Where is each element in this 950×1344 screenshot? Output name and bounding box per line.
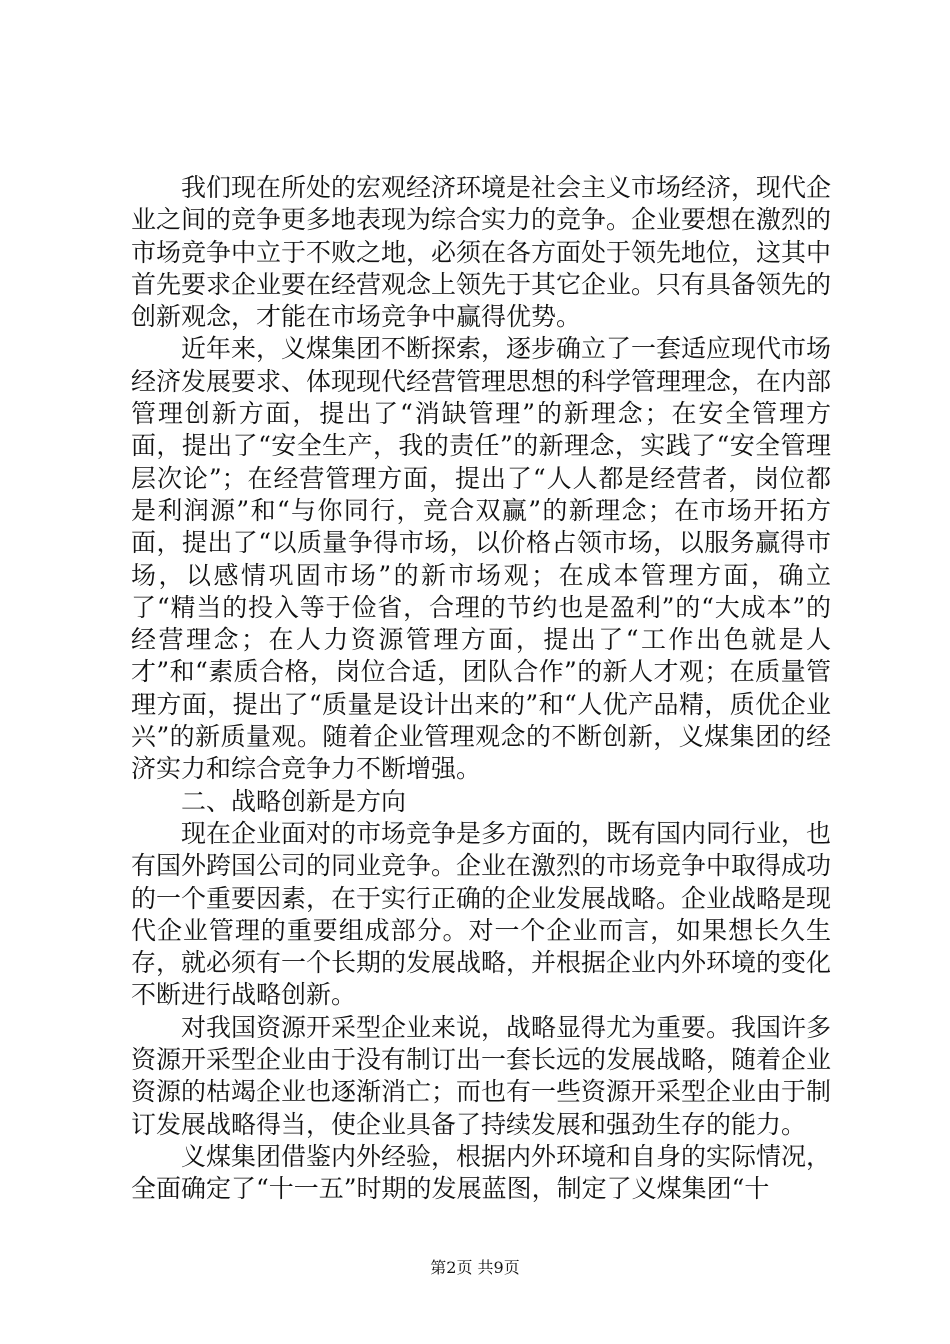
section-heading: 二、战略创新是方向 xyxy=(181,786,407,816)
paragraph-management-concepts: 近年来，义煤集团不断探索，逐步确立了一套适应现代市场经济发展要求、体现现代经营管理思想的科学管理理念，在内部管理创新方面，提出了“消缺管理”的新理念；在安全管理方面，提出了“安全生产，我的责任”的新理念，实践了“安全管理层次论”；在经营管理方面，提出了“人人都是经营者，岗位都是利润源”和“与你同行，竞合双赢”的新理念；在市场开拓方面，提出了“以质量争得市场，以价格占领市场，以服务赢得市场，以感情巩固市场”的新市场观；在成本管理方面，确立了“精当的投入等于俭省，合理的节约也是盈利”的“大成本”的经营理念；在人力资源管理方面，提出了“工作出色就是人才”和“素质合格，岗位合适，团队合作”的新人才观；在质量管理方面，提出了“质量是设计出来的”和“人优产品精，质优企业兴”的新质量观。随着企业管理观念的不断创新，义煤集团的经济实力和综合竞争力不断增强。 xyxy=(131,334,832,784)
paragraph-macro-economy: 我们现在所处的宏观经济环境是社会主义市场经济，现代企业之间的竞争更多地表现为综合实力的竞争。企业要想在激烈的市场竞争中立于不败之地，必须在各方面处于领先地位，这其中首先要求企业要在经营观念上领先于其它企业。只有具备领先的创新观念，才能在市场竞争中赢得优势。 xyxy=(131,173,832,332)
document-body xyxy=(131,172,831,1206)
paragraph-market-competition: 现在企业面对的市场竞争是多方面的，既有国内同行业，也有国外跨国公司的同业竞争。企业在激烈的市场竞争中取得成功的一个重要因素，在于实行正确的企业发展战略。企业战略是现代企业管理的重要组成部分。对一个企业而言，如果想长久生存，就必须有一个长期的发展战略，并根据企业内外环境的变化不断进行战略创新。 xyxy=(131,818,832,1010)
paragraph-development-blueprint: 义煤集团借鉴内外经验，根据内外环境和自身的实际情况，全面确定了“十一五”时期的发展蓝图，制定了义煤集团“十 xyxy=(131,1141,832,1204)
page-number-footer: 第2页 共9页 xyxy=(430,1258,520,1277)
paragraph-resource-enterprises: 对我国资源开采型企业来说，战略显得尤为重要。我国许多资源开采型企业由于没有制订出一套长远的发展战略，随着企业资源的枯竭企业也逐渐消亡；而也有一些资源开采型企业由于制订发展战略得当，使企业具备了持续发展和强劲生存的能力。 xyxy=(131,1012,832,1139)
